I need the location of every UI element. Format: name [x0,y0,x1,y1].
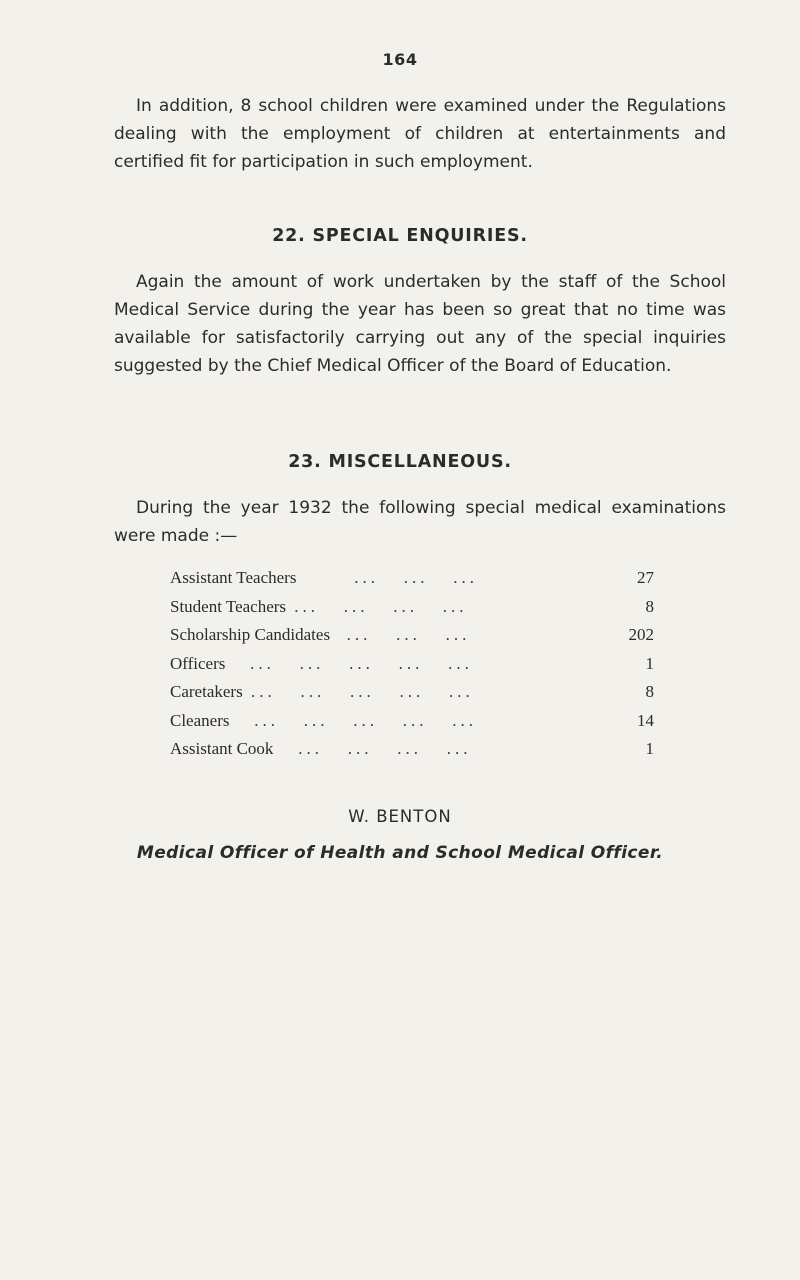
exam-count: 14 [637,710,654,730]
exam-count: 202 [628,625,654,645]
exam-count: 1 [645,653,654,673]
exam-label: Cleaners ... ... ... ... ... [170,710,477,730]
exam-label: Officers ... ... ... ... ... [170,653,473,673]
paragraph-employment: In addition, 8 school children were examined under the Regulations dealing with the employment of children at entertainments and certified fit for participation in such employment. [114,96,726,172]
list-item [170,678,654,707]
heading-special-enquiries: 22. SPECIAL ENQUIRIES. [272,226,528,246]
signature-title: Medical Officer of Health and School Medical Officer. [136,843,664,863]
list-item [170,707,654,736]
list-item [170,564,654,593]
exam-count: 8 [645,682,654,702]
list-item [170,593,654,622]
page-number: 164 [382,50,418,69]
examinations-list [170,564,654,764]
paragraph-miscellaneous-intro: During the year 1932 the following special medical examinations were made :— [114,498,726,546]
exam-count: 8 [645,596,654,616]
exam-label: Scholarship Candidates ... ... ... [170,625,471,645]
exam-count: 1 [645,739,654,759]
list-item [170,650,654,679]
paragraph-special-enquiries: Again the amount of work undertaken by the staff of the School Medical Service during the year has been so great that no time was available for satisfactorily carrying out any of the special inquiries suggested by the Chief Medical Officer of the Board of Education. [114,272,726,376]
exam-label: Assistant Cook ... ... ... ... [170,739,472,759]
exam-label: Caretakers ... ... ... ... ... [170,682,474,702]
signature-name: W. BENTON [348,807,452,826]
exam-label: Assistant Teachers ... ... ... [170,568,478,588]
list-item [170,735,654,764]
heading-miscellaneous: 23. MISCELLANEOUS. [288,452,512,472]
exam-count: 27 [637,568,654,588]
list-item [170,621,654,650]
exam-label: Student Teachers ... ... ... ... [170,596,468,616]
